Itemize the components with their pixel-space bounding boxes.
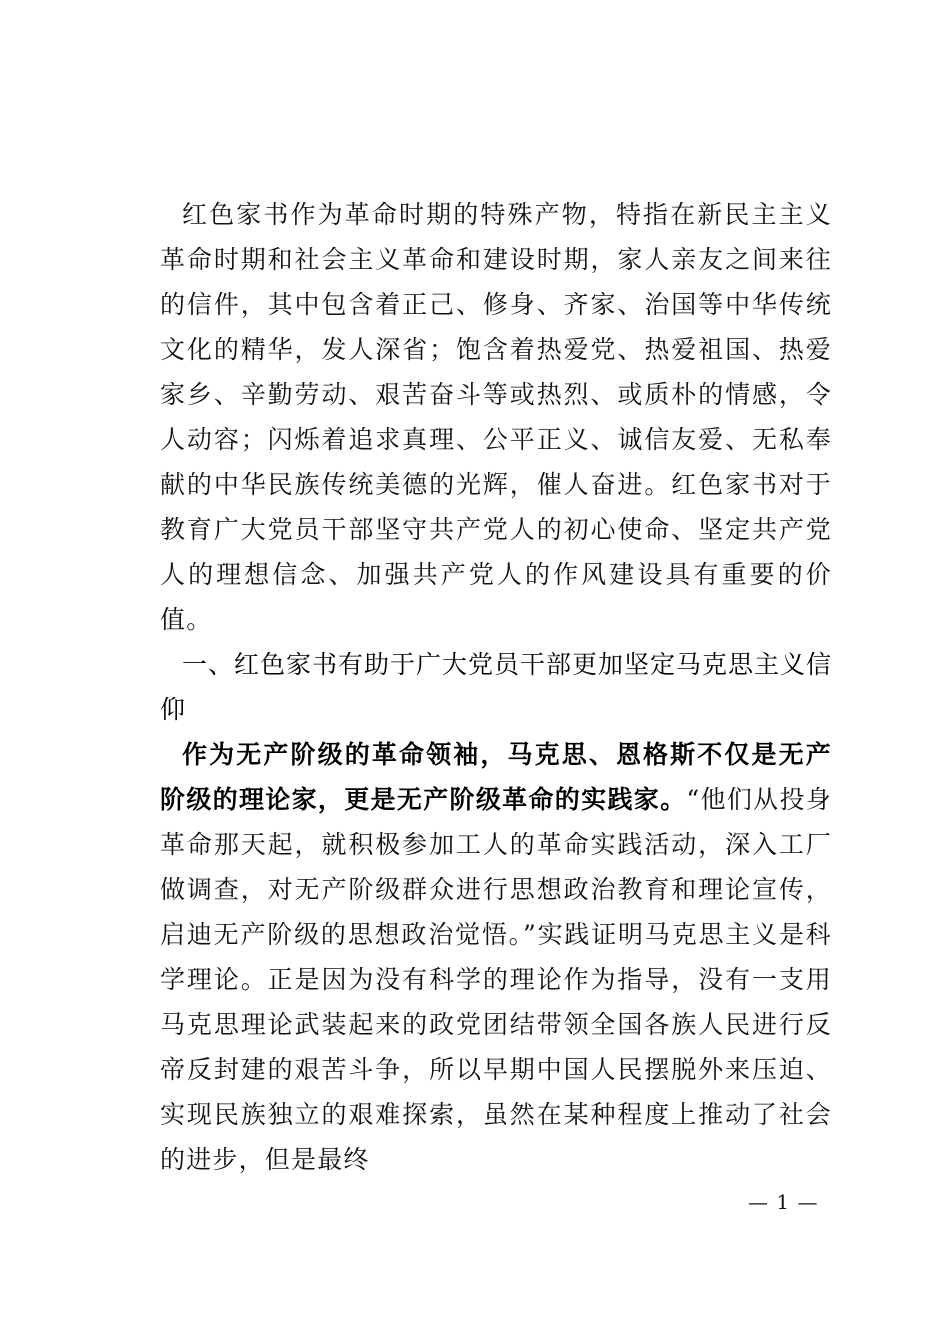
intro-paragraph: 红色家书作为革命时期的特殊产物，特指在新民主主义革命时期和社会主义革命和建设时期，家人亲友之间来往的信件，其中包含着正己、修身、齐家、治国等中华传统文化的精华，发人深省；饱含着热爱党、热爱祖国、热爱家乡、辛勤劳动、艰苦奋斗等或热烈、或质朴的情感，令人动容；闪烁着追求真理、公平正义、诚信友爱、无私奉献的中华民族传统美德的光辉，催人奋进。红色家书对于教育广大党员干部坚守共产党人的初心使命、坚定共产党人的理想信念、加强共产党人的作风建设具有重要的价值。 xyxy=(160,200,832,634)
section-heading: 一、红色家书有助于广大党员干部更加坚定马克思主义信仰 xyxy=(160,650,833,724)
document-body xyxy=(160,192,832,1182)
paragraph-body-text: “他们从投身革命那天起，就积极参加工人的革命实践活动，深入工厂做调查，对无产阶级群众进行思想政治教育和理论宣传，启迪无产阶级的思想政治觉悟。”实践证明马克思主义是科学理论。正是因为没有科学的理论作为指导，没有一支用马克思理论武装起来的政党团结带领全国各族人民进行反帝反封建的艰苦斗争，所以早期中国人民摆脱外来压迫、实现民族独立的艰难探索，虽然在某种程度上推动了社会的进步，但是最终 xyxy=(160,785,832,1174)
paragraph-lead-sentence: 作为无产阶级的革命领袖，马克思、恩格斯不仅是无产阶级的理论家，更是无产阶级革命的实践家。 xyxy=(160,740,832,814)
section-paragraph xyxy=(160,732,832,1182)
page-number: — 1 — xyxy=(748,1190,819,1214)
